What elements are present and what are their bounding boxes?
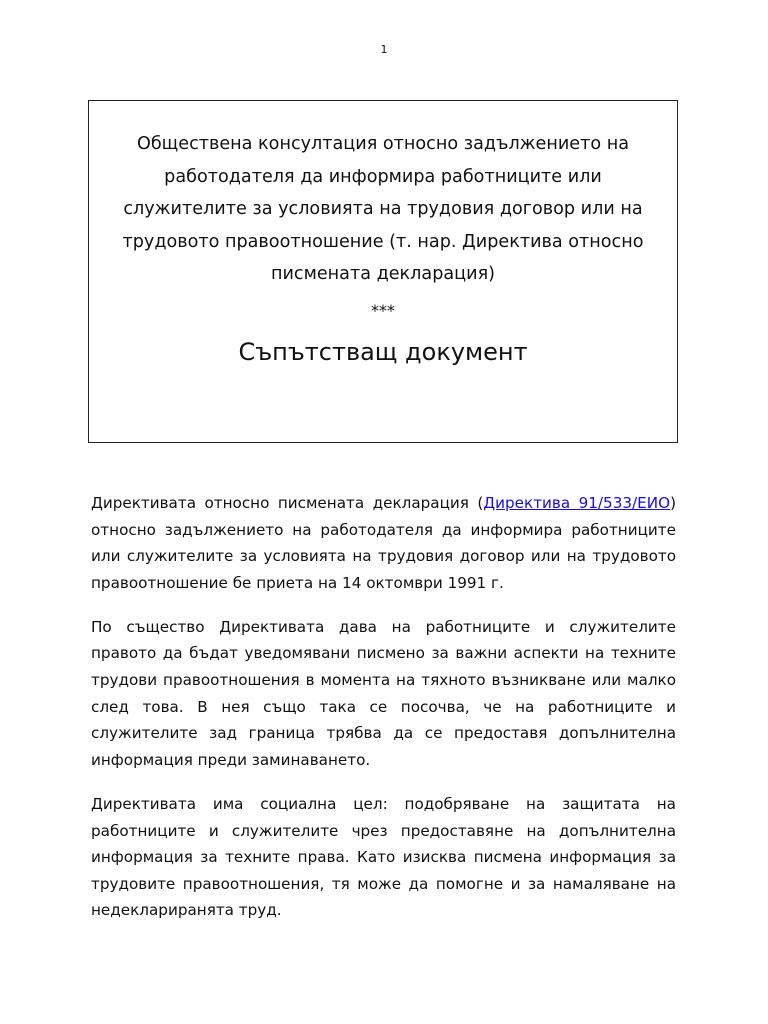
page-number: 1 bbox=[380, 43, 388, 56]
paragraph-1-start: Директивата относно писмената декларация ( bbox=[91, 494, 484, 512]
separator-stars: *** bbox=[371, 300, 395, 320]
document-heading: Обществена консултация относно задължението на работодателя да информира работниците или служителите за условията на трудовия договор или на трудовото правоотношение (т. нар. Директива относно писмената декларация) bbox=[122, 134, 644, 284]
directive-link[interactable]: Директива 91/533/ЕИО bbox=[483, 494, 671, 512]
paragraph-2: По същество Директивата дава на работниците и служителите правото да бъдат уведомявани писмено за важни аспекти на техните трудови правоотношения в момента на тяхното възникване или малко след това. В нея също така се посочва, че на работниците и служителите зад граница трябва да се предоставя допълнителна информация преди заминаването. bbox=[91, 617, 676, 769]
document-type-title: Съпътстващ документ bbox=[238, 337, 528, 366]
paragraph-1-end: ) относно задължението на работодателя да информира работниците или служителите за условията на трудовия договор или на трудовото правоотношение бе приета на 14 октомври 1991 г. bbox=[91, 494, 676, 592]
body-text bbox=[91, 490, 676, 941]
paragraph-3: Директивата има социална цел: подобряване на защитата на работниците и служителите чрез предоставяне на допълнителна информация за техните права. Като изисква писмена информация за трудовите правоотношения, тя може да помогне и за намаляване на недеклариранята труд. bbox=[91, 794, 676, 920]
paragraph-1 bbox=[91, 490, 676, 596]
title-box bbox=[88, 100, 678, 443]
